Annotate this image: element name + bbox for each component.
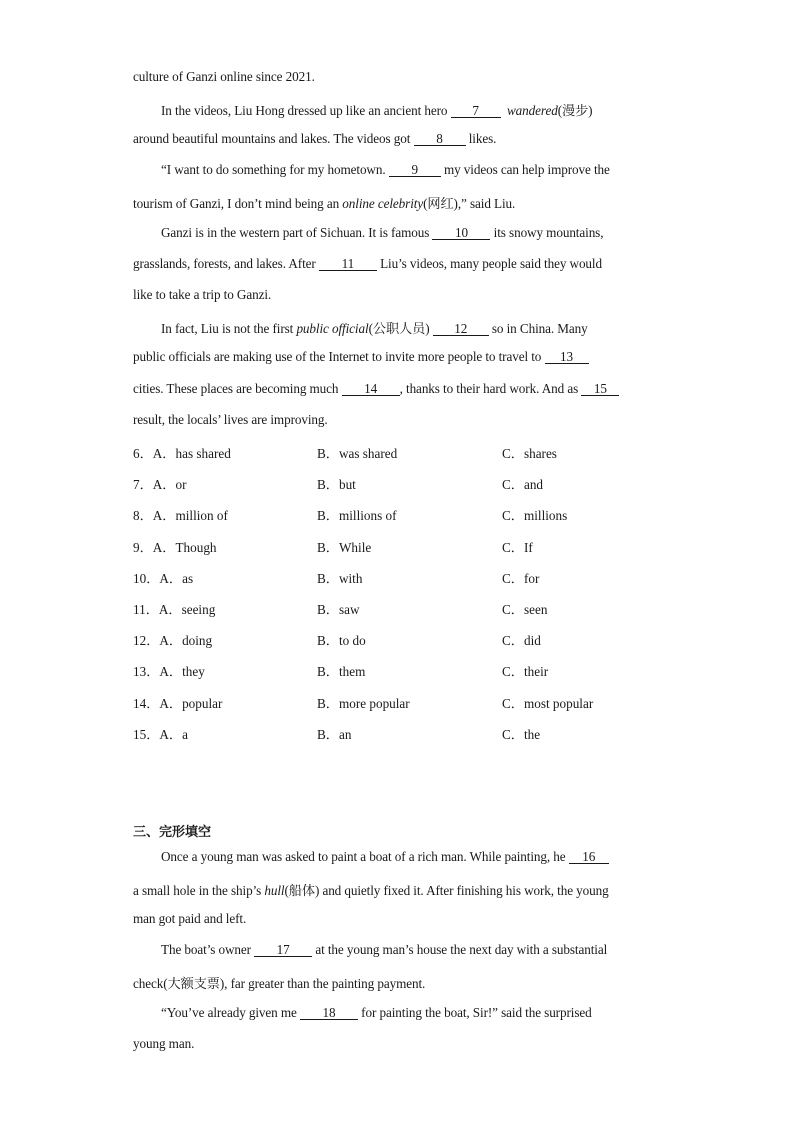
- text: around beautiful mountains and lakes. The videos got: [133, 131, 414, 146]
- option-b[interactable]: B．but: [317, 477, 356, 493]
- option-row: [133, 724, 693, 742]
- option-c[interactable]: C．seen: [502, 602, 548, 617]
- text: Ganzi is in the western part of Sichuan. It is famous: [161, 225, 433, 240]
- text: The boat’s owner: [161, 942, 255, 957]
- text: its snowy mountains,: [490, 225, 604, 240]
- blank-17[interactable]: 17: [254, 943, 312, 957]
- option-c[interactable]: C．shares: [502, 446, 557, 461]
- paragraph-line: [133, 193, 515, 212]
- option-c[interactable]: C．the: [502, 726, 541, 742]
- option-row: [133, 537, 693, 555]
- text: public official: [296, 321, 369, 336]
- blank-14[interactable]: 14: [342, 382, 400, 396]
- paragraph-line: [133, 880, 609, 899]
- paragraph-line: [161, 225, 603, 241]
- option-a[interactable]: 7．A．or: [133, 477, 187, 493]
- paragraph-line: [161, 1005, 592, 1021]
- option-b[interactable]: B．While: [317, 539, 372, 555]
- paragraph-line: [133, 287, 271, 303]
- text: public officials are making use of the Internet to invite more people to travel to: [133, 349, 545, 364]
- text: In fact, Liu is not the first: [161, 321, 297, 336]
- blank-15[interactable]: 15: [581, 382, 619, 396]
- text: (漫步): [557, 103, 593, 118]
- text: young man.: [133, 1036, 195, 1051]
- option-b[interactable]: B．saw: [317, 602, 360, 617]
- option-b[interactable]: B．them: [317, 664, 366, 680]
- option-a[interactable]: 12．A．doing: [133, 633, 213, 649]
- option-b[interactable]: B．an: [317, 726, 352, 742]
- paragraph-line: [161, 162, 610, 178]
- text: “You’ve already given me: [161, 1005, 300, 1020]
- option-c[interactable]: C．If: [502, 539, 533, 555]
- text: wandered: [503, 103, 558, 118]
- text: grasslands, forests, and lakes. After: [133, 256, 319, 271]
- option-a[interactable]: 6．A．has shared: [133, 446, 231, 461]
- option-c[interactable]: C．millions: [502, 508, 568, 524]
- text: at the young man’s house the next day with a substantial: [312, 942, 608, 957]
- paragraph-line: [133, 381, 619, 397]
- paragraph-line: [133, 349, 589, 365]
- text: result, the locals’ lives are improving.: [133, 412, 328, 427]
- blank-16[interactable]: 16: [569, 850, 609, 864]
- paragraph-line: [133, 69, 315, 85]
- paragraph-line: [133, 973, 425, 992]
- option-row: [133, 630, 693, 648]
- blank-18[interactable]: 18: [300, 1006, 358, 1020]
- text: (船体) and quietly fixed it. After finishing his work, the young: [284, 883, 609, 898]
- option-row: [133, 661, 693, 679]
- paragraph-line: [133, 412, 328, 428]
- text: (网红),” said Liu.: [423, 196, 516, 211]
- option-a[interactable]: 14．A．popular: [133, 695, 223, 711]
- paragraph-line: [161, 942, 607, 958]
- text: Once a young man was asked to paint a boat of a rich man. While painting, he: [161, 849, 569, 864]
- option-b[interactable]: B．was shared: [317, 446, 398, 461]
- option-c[interactable]: C．most popular: [502, 695, 594, 711]
- text: cities. These places are becoming much: [133, 381, 342, 396]
- option-row: [133, 474, 693, 492]
- option-a[interactable]: 11．A．seeing: [133, 602, 216, 617]
- text: so in China. Many: [488, 321, 588, 336]
- text: man got paid and left.: [133, 911, 247, 926]
- text: tourism of Ganzi, I don’t mind being an: [133, 196, 343, 211]
- section-title: 三、完形填空: [133, 825, 212, 840]
- paragraph-line: [133, 1036, 194, 1052]
- paragraph-line: [133, 131, 496, 147]
- option-b[interactable]: B．with: [317, 570, 363, 586]
- option-a[interactable]: 10．A．as: [133, 570, 194, 586]
- text: a small hole in the ship’s: [133, 883, 265, 898]
- option-row: [133, 568, 693, 586]
- option-a[interactable]: 13．A．they: [133, 664, 205, 680]
- paragraph-line: [133, 911, 246, 927]
- paragraph-line: [161, 318, 588, 337]
- option-c[interactable]: C．did: [502, 633, 541, 649]
- option-b[interactable]: B．to do: [317, 633, 366, 649]
- text: hull: [264, 883, 285, 898]
- text: likes.: [465, 131, 497, 146]
- text: In the videos, Liu Hong dressed up like an ancient hero: [161, 103, 451, 118]
- option-a[interactable]: 15．A．a: [133, 726, 188, 742]
- option-b[interactable]: B．more popular: [317, 695, 410, 711]
- text: check(大额支票), far greater than the painting payment.: [133, 976, 426, 991]
- blank-11[interactable]: 11: [319, 257, 377, 271]
- text: for painting the boat, Sir!” said the surprised: [357, 1005, 592, 1020]
- blank-12[interactable]: 12: [433, 322, 489, 336]
- text: (公职人员): [368, 321, 433, 336]
- text: my videos can help improve the: [440, 162, 610, 177]
- text: online celebrity: [342, 196, 424, 211]
- option-row: [133, 443, 693, 461]
- option-c[interactable]: C．for: [502, 570, 540, 586]
- text: “I want to do something for my hometown.: [161, 162, 389, 177]
- text: , thanks to their hard work. And as: [399, 381, 582, 396]
- text: Liu’s videos, many people said they would: [376, 256, 602, 271]
- option-a[interactable]: 8．A．million of: [133, 508, 228, 524]
- paragraph-line: [133, 256, 602, 272]
- option-c[interactable]: C．and: [502, 477, 544, 493]
- text: culture of Ganzi online since 2021.: [133, 69, 315, 84]
- paragraph-line: [161, 100, 592, 119]
- blank-13[interactable]: 13: [545, 350, 589, 364]
- text: like to take a trip to Ganzi.: [133, 287, 272, 302]
- option-row: [133, 505, 693, 523]
- blank-10[interactable]: 10: [432, 226, 490, 240]
- paragraph-line: [161, 849, 609, 865]
- option-row: [133, 599, 693, 617]
- blank-8[interactable]: 8: [414, 132, 466, 146]
- option-b[interactable]: B．millions of: [317, 508, 397, 524]
- blank-9[interactable]: 9: [389, 163, 441, 177]
- option-a[interactable]: 9．A．Though: [133, 539, 217, 555]
- blank-7[interactable]: 7: [451, 104, 501, 118]
- option-c[interactable]: C．their: [502, 664, 549, 680]
- option-row: [133, 693, 693, 711]
